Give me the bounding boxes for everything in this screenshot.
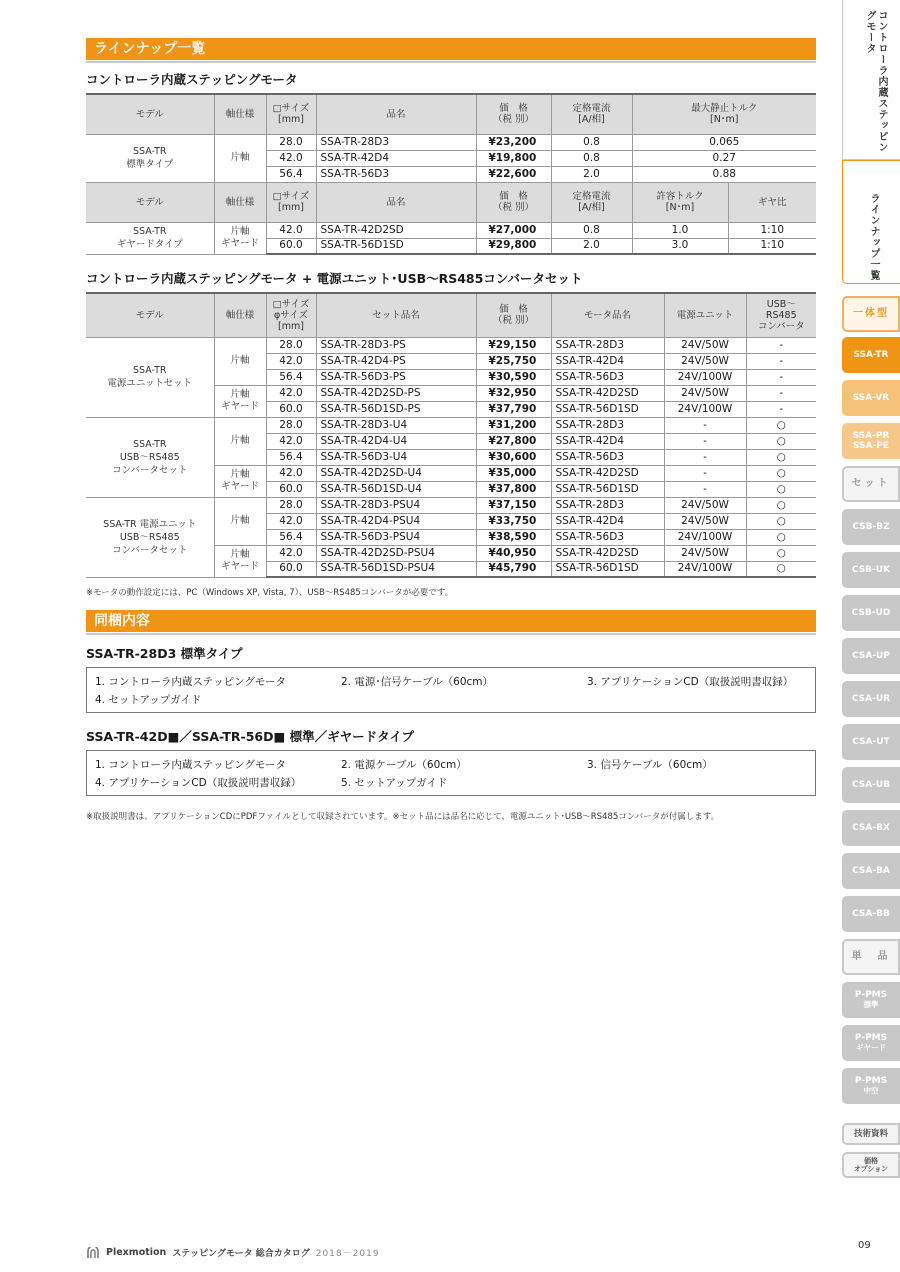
set-name-cell: SSA-TR-42D2SD-PS	[316, 385, 476, 401]
power-unit-cell: 24V/50W	[664, 353, 746, 369]
size-cell: 42.0	[266, 465, 316, 481]
size-cell: 28.0	[266, 497, 316, 513]
table-header-cell: セット品名	[316, 293, 476, 337]
gear-ratio-cell: 1:10	[728, 222, 816, 238]
sidebar-tab-label: SSA-PE	[852, 441, 889, 451]
motor-name-cell: SSA-TR-56D3	[551, 449, 664, 465]
bundle-item: 3. アプリケーションCD（取扱説明書収録）	[587, 675, 794, 688]
table-header-cell: □サイズ [mm]	[266, 182, 316, 222]
sidebar-tab-label: CSB-BZ	[852, 522, 890, 532]
price-cell: ¥27,800	[476, 433, 551, 449]
price-cell: ¥45,790	[476, 561, 551, 577]
bundle-note: ※取扱説明書は、アプリケーションCDにPDFファイルとして収録されています。※セット品には品名に応じて、電源ユニット･USB～RS485コンバータが付属します。	[86, 812, 720, 822]
motor-name-cell: SSA-TR-42D4	[551, 513, 664, 529]
table-header-cell: モデル	[86, 94, 214, 134]
lineup-table-1	[86, 93, 816, 255]
converter-cell: ○	[746, 481, 816, 497]
bundle-box-2	[86, 750, 816, 796]
motor-name-cell: SSA-TR-42D2SD	[551, 465, 664, 481]
current-cell: 2.0	[551, 238, 632, 254]
table-row	[86, 497, 816, 513]
sidebar-tab-sublabel: 標準	[863, 1000, 879, 1009]
converter-cell: ○	[746, 465, 816, 481]
sidebar-tab-sublabel: ギヤード	[856, 1043, 886, 1052]
size-cell: 42.0	[266, 150, 316, 166]
converter-cell: -	[746, 353, 816, 369]
current-cell: 0.8	[551, 222, 632, 238]
size-cell: 42.0	[266, 222, 316, 238]
bundle-item: 4. アプリケーションCD（取扱説明書収録）	[95, 776, 302, 789]
lineup-subheading-1: コントローラ内蔵ステッピングモータ	[86, 72, 298, 87]
bundle-item: 1. コントローラ内蔵ステッピングモータ	[95, 675, 287, 688]
sidebar-tab-label: CSA-BA	[852, 866, 890, 876]
power-unit-cell: 24V/100W	[664, 561, 746, 577]
size-cell: 60.0	[266, 481, 316, 497]
converter-cell: -	[746, 337, 816, 353]
sidebar-tab-一体型[interactable]	[842, 296, 900, 332]
converter-cell: ○	[746, 417, 816, 433]
table-header-cell: 価 格 （税 別）	[476, 182, 551, 222]
current-cell: 2.0	[551, 166, 632, 182]
table-header-cell: 軸仕様	[214, 94, 266, 134]
bundle-subheading-1: SSA-TR-28D3 標準タイプ	[86, 646, 243, 661]
motor-name-cell: SSA-TR-56D1SD	[551, 561, 664, 577]
size-cell: 60.0	[266, 401, 316, 417]
motor-name-cell: SSA-TR-56D1SD	[551, 481, 664, 497]
table-header-cell: ギヤ比	[728, 182, 816, 222]
sidebar-tab-label: CSA-UP	[852, 651, 890, 661]
price-cell: ¥30,590	[476, 369, 551, 385]
table-header-cell: USB～ RS485 コンバータ	[746, 293, 816, 337]
bundle-item: 4. セットアップガイド	[95, 693, 202, 706]
axis-spec-cell: 片軸	[214, 134, 266, 182]
model-group-cell: SSA-TR 電源ユニットセット	[86, 337, 214, 417]
price-cell: ¥27,000	[476, 222, 551, 238]
sidebar-tab-csb-bz[interactable]	[842, 509, 900, 545]
sidebar-tab-label: セット	[851, 478, 891, 489]
price-cell: ¥35,000	[476, 465, 551, 481]
model-group-cell: SSA-TR USB～RS485 コンバータセット	[86, 417, 214, 497]
power-unit-cell: 24V/100W	[664, 529, 746, 545]
set-name-cell: SSA-TR-42D2SD-PSU4	[316, 545, 476, 561]
size-cell: 28.0	[266, 417, 316, 433]
axis-spec-cell: 片軸	[214, 497, 266, 545]
bundle-item: 1. コントローラ内蔵ステッピングモータ	[95, 758, 287, 771]
axis-spec-cell: 片軸	[214, 337, 266, 385]
sidebar-tab-単-品[interactable]	[842, 939, 900, 975]
table-row	[86, 134, 816, 150]
axis-spec-cell: 片軸 ギヤード	[214, 222, 266, 254]
power-unit-cell: 24V/50W	[664, 385, 746, 401]
sidebar-tab-label: SSA-TR	[853, 350, 889, 360]
bundle-row	[95, 755, 807, 773]
table-header-cell: 価 格 （税 別）	[476, 293, 551, 337]
motor-name-cell: SSA-TR-28D3	[551, 337, 664, 353]
size-cell: 28.0	[266, 337, 316, 353]
motor-name-cell: SSA-TR-42D2SD	[551, 545, 664, 561]
motor-name-cell: SSA-TR-42D2SD	[551, 385, 664, 401]
sidebar-tab-label: CSA-UR	[851, 694, 891, 704]
size-cell: 42.0	[266, 385, 316, 401]
set-name-cell: SSA-TR-56D3-U4	[316, 449, 476, 465]
lineup-section-title: ラインナップ一覧	[86, 38, 816, 60]
torque-cell: 0.065	[632, 134, 816, 150]
bundle-item: 2. 電源･信号ケーブル（60cm）	[341, 675, 494, 688]
power-unit-cell: 24V/50W	[664, 337, 746, 353]
size-cell: 56.4	[266, 369, 316, 385]
sidebar-tab-label: オプション	[853, 1165, 889, 1173]
sidebar-tab-label: P-PMS	[854, 1033, 888, 1043]
torque-cell: 0.88	[632, 166, 816, 182]
sidebar-tab-csa-ur[interactable]	[842, 681, 900, 717]
converter-cell: -	[746, 401, 816, 417]
power-unit-cell: 24V/100W	[664, 369, 746, 385]
price-cell: ¥38,590	[476, 529, 551, 545]
table-row	[86, 417, 816, 433]
table-header-row	[86, 293, 816, 337]
sidebar-tab-p-pms-標準[interactable]	[842, 982, 900, 1018]
converter-cell: ○	[746, 497, 816, 513]
axis-spec-cell: 片軸	[214, 417, 266, 465]
size-cell: 28.0	[266, 134, 316, 150]
axis-spec-cell: 片軸 ギヤード	[214, 465, 266, 497]
size-cell: 56.4	[266, 449, 316, 465]
motor-name-cell: SSA-TR-56D3	[551, 529, 664, 545]
sidebar-tab-label: 一体型	[853, 308, 889, 319]
table-header-row	[86, 182, 816, 222]
sidebar-tab-label: CSA-UB	[851, 780, 891, 790]
table-header-cell: 軸仕様	[214, 293, 266, 337]
table-header-cell: モデル	[86, 293, 214, 337]
bundle-section-title: 同梱内容	[86, 610, 816, 632]
power-unit-cell: -	[664, 417, 746, 433]
size-cell: 56.4	[266, 529, 316, 545]
price-cell: ¥29,150	[476, 337, 551, 353]
sidebar-lineup-label: ラインナップ一覧	[868, 193, 879, 281]
sidebar-tab-csa-ub[interactable]	[842, 767, 900, 803]
lineup-note: ※モータの動作設定には、PC（Windows XP, Vista, 7）、USB～RS485コンバータが必要です。	[86, 588, 454, 598]
current-cell: 0.8	[551, 134, 632, 150]
sidebar-tab-label: CSB-UD	[851, 608, 891, 618]
model-group-cell: SSA-TR ギヤードタイプ	[86, 222, 214, 254]
price-cell: ¥37,800	[476, 481, 551, 497]
size-cell: 42.0	[266, 545, 316, 561]
bundle-row	[95, 672, 807, 690]
bundle-item: 2. 電源ケーブル（60cm）	[341, 758, 467, 771]
sidebar-tab-label: SSA-VR	[852, 393, 890, 403]
table-row	[86, 222, 816, 238]
bundle-item: 3. 信号ケーブル（60cm）	[587, 758, 713, 771]
sidebar-tab-label: SSA-PR	[852, 431, 890, 441]
size-cell: 42.0	[266, 353, 316, 369]
sidebar-tab-p-pms-中空[interactable]	[842, 1068, 900, 1104]
sidebar-tab-label: CSB-UK	[851, 565, 891, 575]
motor-name-cell: SSA-TR-28D3	[551, 417, 664, 433]
sidebar-tab-label: P-PMS	[854, 990, 888, 1000]
table-header-cell: モータ品名	[551, 293, 664, 337]
set-name-cell: SSA-TR-42D2SD-U4	[316, 465, 476, 481]
motor-name-cell: SSA-TR-56D3	[551, 369, 664, 385]
price-cell: ¥31,200	[476, 417, 551, 433]
price-cell: ¥32,950	[476, 385, 551, 401]
model-group-cell: SSA-TR 標準タイプ	[86, 134, 214, 182]
footer-catalog: ステッピングモータ 総合カタログ	[172, 1249, 310, 1259]
motor-name-cell: SSA-TR-42D4	[551, 433, 664, 449]
set-name-cell: SSA-TR-56D1SD-U4	[316, 481, 476, 497]
table-header-cell: □サイズ φサイズ [mm]	[266, 293, 316, 337]
lineup-table-2	[86, 292, 816, 578]
sidebar-tab-label: 技術資料	[853, 1129, 888, 1139]
set-name-cell: SSA-TR-56D1SD-PS	[316, 401, 476, 417]
sidebar-tab-csa-ba[interactable]	[842, 853, 900, 889]
sidebar-tab-csa-bb[interactable]	[842, 896, 900, 932]
table-header-cell: 品名	[316, 94, 476, 134]
price-cell: ¥19,800	[476, 150, 551, 166]
converter-cell: -	[746, 369, 816, 385]
sidebar-tab-csb-uk[interactable]	[842, 552, 900, 588]
power-unit-cell: 24V/50W	[664, 545, 746, 561]
sidebar-tab-label: P-PMS	[854, 1076, 888, 1086]
main-content	[86, 38, 816, 822]
table-header-cell: 定格電流 [A/相]	[551, 94, 632, 134]
gear-ratio-cell: 1:10	[728, 238, 816, 254]
motor-name-cell: SSA-TR-28D3	[551, 497, 664, 513]
converter-cell: ○	[746, 561, 816, 577]
set-name-cell: SSA-TR-56D1SD-PSU4	[316, 561, 476, 577]
product-name-cell: SSA-TR-56D1SD	[316, 238, 476, 254]
torque-cell: 3.0	[632, 238, 728, 254]
price-cell: ¥37,790	[476, 401, 551, 417]
sidebar-tab-label: CSA-BX	[852, 823, 890, 833]
table-header-row	[86, 94, 816, 134]
table-header-cell: 定格電流 [A/相]	[551, 182, 632, 222]
size-cell: 60.0	[266, 238, 316, 254]
motor-name-cell: SSA-TR-56D1SD	[551, 401, 664, 417]
price-cell: ¥22,600	[476, 166, 551, 182]
set-name-cell: SSA-TR-56D3-PS	[316, 369, 476, 385]
price-cell: ¥29,800	[476, 238, 551, 254]
sidebar-tab-label: CSA-UT	[852, 737, 890, 747]
axis-spec-cell: 片軸 ギヤード	[214, 385, 266, 417]
converter-cell: ○	[746, 433, 816, 449]
table-header-cell: □サイズ [mm]	[266, 94, 316, 134]
torque-cell: 1.0	[632, 222, 728, 238]
converter-cell: ○	[746, 545, 816, 561]
bundle-row	[95, 773, 807, 791]
converter-cell: ○	[746, 529, 816, 545]
axis-spec-cell: 片軸 ギヤード	[214, 545, 266, 577]
sidebar-tab-ssa-tr[interactable]	[842, 337, 900, 373]
page-number: 09	[858, 1240, 871, 1251]
sidebar-tab-label: 単 品	[851, 951, 891, 962]
sidebar-tab-p-pms-ギヤード[interactable]	[842, 1025, 900, 1061]
bundle-box-1	[86, 667, 816, 713]
price-cell: ¥40,950	[476, 545, 551, 561]
table-header-cell: 許容トルク [N･m]	[632, 182, 728, 222]
set-name-cell: SSA-TR-42D4-U4	[316, 433, 476, 449]
footer-brand: Plexmotion	[106, 1247, 167, 1258]
sidebar-tab-sublabel: 中空	[863, 1086, 879, 1095]
sidebar-tab-価格-オプション[interactable]	[842, 1152, 900, 1178]
power-unit-cell: -	[664, 449, 746, 465]
lineup-subheading-2: コントローラ内蔵ステッピングモータ + 電源ユニット･USB～RS485コンバータセット	[86, 271, 583, 286]
sidebar-category-label	[842, 0, 900, 160]
set-name-cell: SSA-TR-56D3-PSU4	[316, 529, 476, 545]
converter-cell: ○	[746, 449, 816, 465]
sidebar-tab-技術資料[interactable]	[842, 1123, 900, 1145]
table-header-cell: 軸仕様	[214, 182, 266, 222]
power-unit-cell: -	[664, 481, 746, 497]
sidebar-tab-ssa-vr[interactable]	[842, 380, 900, 416]
set-name-cell: SSA-TR-28D3-PSU4	[316, 497, 476, 513]
motor-name-cell: SSA-TR-42D4	[551, 353, 664, 369]
sidebar-tab-csb-ud[interactable]	[842, 595, 900, 631]
sidebar-tab-label: 価格	[864, 1157, 878, 1165]
power-unit-cell: -	[664, 465, 746, 481]
bundle-row	[95, 690, 807, 708]
table-header-cell: 価 格 （税 別）	[476, 94, 551, 134]
sidebar-top-label: コントローラ内蔵ステッピングモータ	[864, 10, 887, 153]
footer	[86, 1246, 380, 1259]
sidebar-tab-ssa-pr-ssa-pe[interactable]	[842, 423, 900, 459]
power-unit-cell: -	[664, 433, 746, 449]
product-name-cell: SSA-TR-42D4	[316, 150, 476, 166]
set-name-cell: SSA-TR-28D3-U4	[316, 417, 476, 433]
price-cell: ¥23,200	[476, 134, 551, 150]
table-header-cell: 品名	[316, 182, 476, 222]
set-name-cell: SSA-TR-42D4-PSU4	[316, 513, 476, 529]
product-name-cell: SSA-TR-28D3	[316, 134, 476, 150]
sidebar-tab-セット[interactable]	[842, 466, 900, 502]
sidebar-tab-label: CSA-BB	[852, 909, 890, 919]
sidebar-tab-csa-ut[interactable]	[842, 724, 900, 760]
footer-year: 2018－2019	[315, 1249, 380, 1259]
power-unit-cell: 24V/100W	[664, 401, 746, 417]
bundle-subheading-2: SSA-TR-42D■／SSA-TR-56D■ 標準／ギヤードタイプ	[86, 729, 415, 744]
product-name-cell: SSA-TR-42D2SD	[316, 222, 476, 238]
sidebar-tab-csa-bx[interactable]	[842, 810, 900, 846]
power-unit-cell: 24V/50W	[664, 497, 746, 513]
sidebar-tab-csa-up[interactable]	[842, 638, 900, 674]
sidebar-lineup-tab[interactable]	[842, 160, 900, 284]
table-header-cell: 最大静止トルク [N･m]	[632, 94, 816, 134]
price-cell: ¥25,750	[476, 353, 551, 369]
size-cell: 42.0	[266, 513, 316, 529]
model-group-cell: SSA-TR 電源ユニット USB～RS485 コンバータセット	[86, 497, 214, 577]
bundle-item: 5. セットアップガイド	[341, 776, 448, 789]
current-cell: 0.8	[551, 150, 632, 166]
set-name-cell: SSA-TR-42D4-PS	[316, 353, 476, 369]
size-cell: 42.0	[266, 433, 316, 449]
power-unit-cell: 24V/50W	[664, 513, 746, 529]
price-cell: ¥37,150	[476, 497, 551, 513]
size-cell: 56.4	[266, 166, 316, 182]
set-name-cell: SSA-TR-28D3-PS	[316, 337, 476, 353]
table-header-cell: モデル	[86, 182, 214, 222]
size-cell: 60.0	[266, 561, 316, 577]
product-name-cell: SSA-TR-56D3	[316, 166, 476, 182]
torque-cell: 0.27	[632, 150, 816, 166]
price-cell: ¥33,750	[476, 513, 551, 529]
plexmotion-logo-icon	[86, 1247, 100, 1259]
table-row	[86, 337, 816, 353]
price-cell: ¥30,600	[476, 449, 551, 465]
converter-cell: -	[746, 385, 816, 401]
converter-cell: ○	[746, 513, 816, 529]
table-header-cell: 電源ユニット	[664, 293, 746, 337]
